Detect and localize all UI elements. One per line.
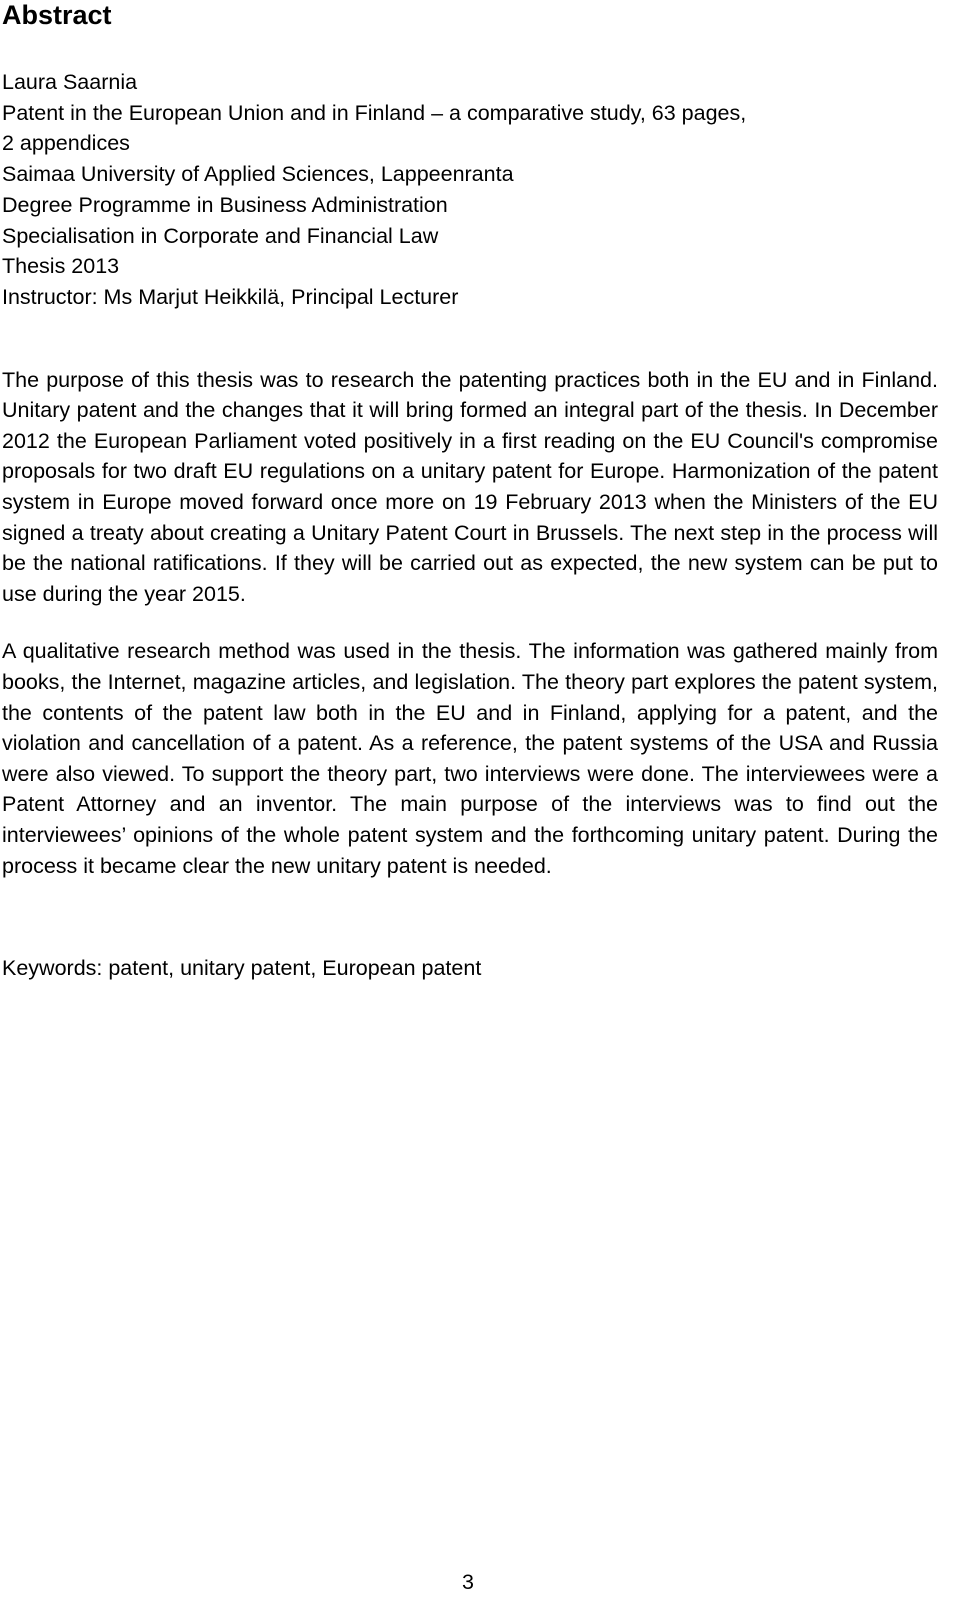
specialisation-line: Specialisation in Corporate and Financial Law: [2, 223, 439, 248]
thesis-year-line: Thesis 2013: [2, 254, 120, 279]
thesis-appendices-line: 2 appendices: [2, 131, 130, 156]
page-title: Abstract: [2, 0, 112, 30]
abstract-paragraph-method: A qualitative research method was used in the thesis. The information was gathered mainly from books, the Internet, magazine articles, and legislation. The theory part explores the patent system, the contents of the patent law both in the EU and in Finland, applying for a patent, and the violation and cancellation of a patent. As a reference, the patent systems of the USA and Russia were also viewed. To support the theory part, two interviews were done. The interviewees were a Patent Attorney and an inventor. The main purpose of the interviews was to find out the interviewees’ opinions of the whole patent system and the forthcoming unitary patent. During the process it became clear the new unitary patent is needed.: [2, 639, 938, 878]
keywords-line: Keywords: patent, unitary patent, European patent: [2, 956, 482, 981]
degree-programme-line: Degree Programme in Business Administration: [2, 192, 448, 217]
page-number: 3: [462, 1570, 474, 1594]
thesis-title-line: Patent in the European Union and in Finland – a comparative study, 63 pages,: [2, 100, 747, 125]
abstract-paragraph-purpose: The purpose of this thesis was to research the patenting practices both in the EU and in Finland. Unitary patent and the changes that it will bring formed an integral part of the thesis. In December 2012 the European Parliament voted positively in a first reading on the EU Council's compromise proposals for two draft EU regulations on a unitary patent for Europe. Harmonization of the patent system in Europe moved forward once more on 19 February 2013 when the Ministers of the EU signed a treaty about creating a Unitary Patent Court in Brussels. The next step in the process will be the national ratifications. If they will be carried out as expected, the new system can be put to use during the year 2015.: [2, 367, 938, 606]
author-name: Laura Saarnia: [2, 70, 138, 94]
instructor-line: Instructor: Ms Marjut Heikkilä, Principal Lecturer: [2, 284, 459, 309]
university-line: Saimaa University of Applied Sciences, Lappeenranta: [2, 162, 514, 187]
thesis-info-block: [2, 67, 938, 313]
